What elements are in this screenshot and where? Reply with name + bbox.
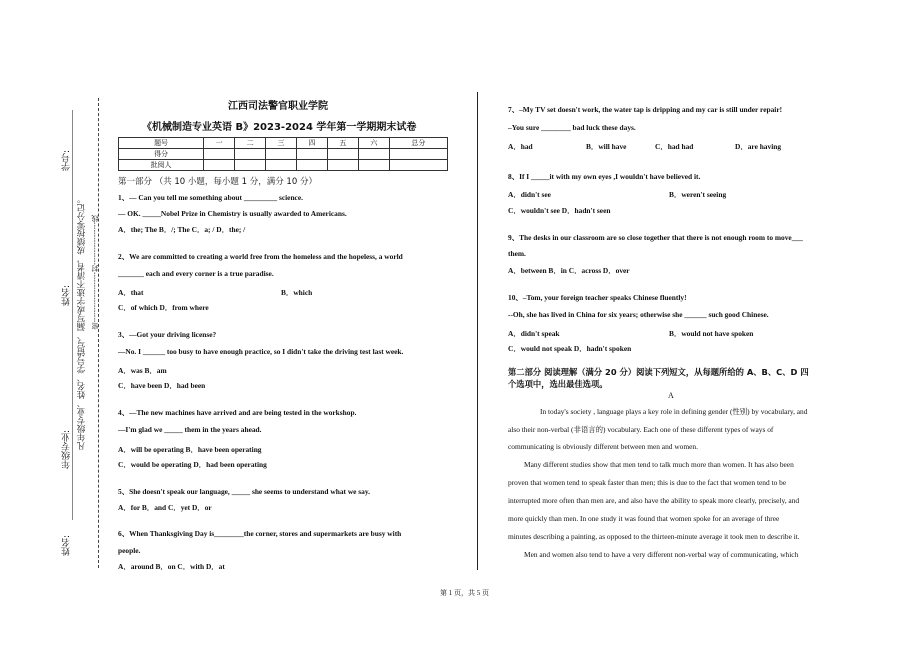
question-1-options: A．the; The B．/; The C．a; / D．the; / [118, 225, 246, 234]
score-header: 一 [204, 138, 235, 149]
question-7-line: –You sure ________ bad luck these days. [508, 123, 636, 132]
question-7: 7、–My TV set doesn't work, the water tap is dripping and my car is still under repair! [508, 105, 783, 114]
score-header: 五 [327, 138, 358, 149]
question-6: 6、When Thanksgiving Day is________the corner, stores and supermarkets are busy with [118, 529, 402, 538]
question-2: 2、We are committed to creating a world free from the homeless and the hopeless, a world [118, 252, 403, 261]
question-1-line: — OK. _____Nobel Prize in Chemistry is usually awarded to Americans. [118, 209, 347, 218]
question-2-option-a: A．that [118, 288, 144, 297]
question-7-option-d: D．are having [735, 142, 782, 151]
question-3: 3、—Got your driving license? [118, 330, 217, 339]
passage-line: proven that women tend to speak faster than men; this is due to the fact that women tend to be [508, 478, 787, 487]
question-8-option-b: B．weren't seeing [669, 190, 727, 199]
question-5-options: A．for B．and C．yet D．or [118, 503, 212, 512]
passage-label: A [668, 391, 674, 400]
passage-line: Men and women also tend to have a very different non-verbal way of communicating, which [524, 550, 799, 559]
score-header: 总分 [389, 138, 447, 149]
question-8: 8、If I _____it with my own eyes ,I wouldn't have believed it. [508, 172, 701, 181]
binding-notice: 凡年级专业、姓名、学号错写、漏写或字迹不清者，成绩按零分记。 [77, 195, 87, 450]
passage-line: interrupted more often than men are, and also have the ability to speak more clearly, precisely, and [508, 496, 800, 505]
question-3-line: —No. I ______ too busy to have enough practice, so I didn't take the driving test last week. [118, 347, 404, 356]
score-cell[interactable] [389, 160, 447, 171]
score-table [118, 137, 448, 171]
question-4-options-2: C．would be operating D．had been operating [118, 460, 267, 469]
question-9: 9、The desks in our classroom are so close together that there is not enough room to move___ [508, 233, 803, 242]
score-header: 六 [358, 138, 389, 149]
score-header: 三 [266, 138, 297, 149]
score-header: 二 [235, 138, 266, 149]
question-8-option-a: A．didn't see [508, 190, 551, 199]
question-10-line: --Oh, she has lived in China for six years; otherwise she ______ such good Chinese. [508, 310, 769, 319]
name-label: 姓名: [62, 285, 72, 307]
question-2-option-b: B．which [281, 288, 313, 297]
score-cell[interactable] [389, 149, 447, 160]
part1-title: 第一部分 （共 10 小题，每小题 1 分，满分 10 分） [118, 177, 317, 187]
seal-text: 密--------------------封-----------------线 [91, 215, 99, 330]
score-cell[interactable] [358, 149, 389, 160]
score-cell[interactable] [327, 149, 358, 160]
passage-line: also their non-verbal (非语言的) vocabulary. Each one of these different types of ways of [508, 425, 774, 434]
question-10-options: C．would not speak D．hadn't spoken [508, 344, 632, 353]
score-cell[interactable] [327, 160, 358, 171]
question-7-option-b: B．will have [586, 142, 627, 151]
question-10: 10、–Tom, your foreign teacher speaks Chinese fluently! [508, 293, 687, 302]
question-5: 5、She doesn't speak our language, _____ she seems to understand what we say. [118, 487, 370, 496]
question-8-options: C．wouldn't see D．hadn't seen [508, 206, 611, 215]
score-cell[interactable] [358, 160, 389, 171]
part2-title-2: 个选项中，选出最佳选项。 [508, 379, 608, 389]
passage-line: communicating is obviously different between men and women. [508, 442, 698, 451]
school-name: 江西司法警官职业学院 [228, 101, 328, 112]
score-cell[interactable] [297, 160, 328, 171]
question-6-options: A．around B．on C．with D．at [118, 562, 225, 571]
question-9-options: A．between B．in C．across D．over [508, 266, 630, 275]
score-row-label: 得分 [119, 149, 204, 160]
question-4-options: A．will be operating B．have been operating [118, 445, 262, 454]
question-6-line: people. [118, 546, 141, 555]
exam-title: 《机械制造专业英语 B》2023-2024 学年第一学期期末试卷 [142, 122, 417, 133]
score-header: 题号 [119, 138, 204, 149]
grade-major-label: 年级专业: [62, 430, 72, 470]
part2-title: 第二部分 阅读理解（满分 20 分）阅读下列短文，从每题所给的 A、B、C、D 四 [508, 367, 809, 377]
score-cell[interactable] [204, 149, 235, 160]
question-4: 4、—The new machines have arrived and are being tested in the workshop. [118, 408, 357, 417]
question-1: 1、— Can you tell me something about _________ science. [118, 193, 303, 202]
question-9-line: them. [508, 249, 526, 258]
question-3-options-2: C．have been D．had been [118, 381, 206, 390]
question-7-option-c: C．had had [655, 142, 694, 151]
score-cell[interactable] [235, 160, 266, 171]
question-10-option-a: A．didn't speak [508, 329, 560, 338]
question-7-option-a: A．had [508, 142, 533, 151]
question-10-option-b: B．would not have spoken [669, 329, 754, 338]
question-2-options: C．of which D．from where [118, 303, 209, 312]
passage-line: minutes describing a painting, as opposed to the thirteen-minute average it took men to describe it. [508, 532, 800, 541]
score-cell[interactable] [297, 149, 328, 160]
passage-line: Many different studies show that men tend to talk much more than women. It has also been [524, 460, 794, 469]
question-3-options: A．was B．am [118, 366, 167, 375]
student-id-label: 学号: [62, 150, 72, 172]
passage-line: more quickly than men. In one study it was found that women spoke for an average of three [508, 514, 780, 523]
question-4-line: —I'm glad we _____ them in the years ahead. [118, 425, 262, 434]
name-label-2: 姓名: [62, 535, 72, 557]
column-divider [477, 92, 478, 570]
score-header: 四 [297, 138, 328, 149]
passage-line: In today's society , language plays a key role in defining gender (性别) by vocabulary, and [540, 407, 808, 416]
page-number: 第 1 页，共 5 页 [440, 589, 489, 597]
binding-line [98, 98, 99, 568]
question-2-line: _______ each and every corner is a true paradise. [118, 269, 274, 278]
score-cell[interactable] [235, 149, 266, 160]
score-row-label: 批阅人 [119, 160, 204, 171]
score-cell[interactable] [204, 160, 235, 171]
score-cell[interactable] [266, 160, 297, 171]
score-cell[interactable] [266, 149, 297, 160]
